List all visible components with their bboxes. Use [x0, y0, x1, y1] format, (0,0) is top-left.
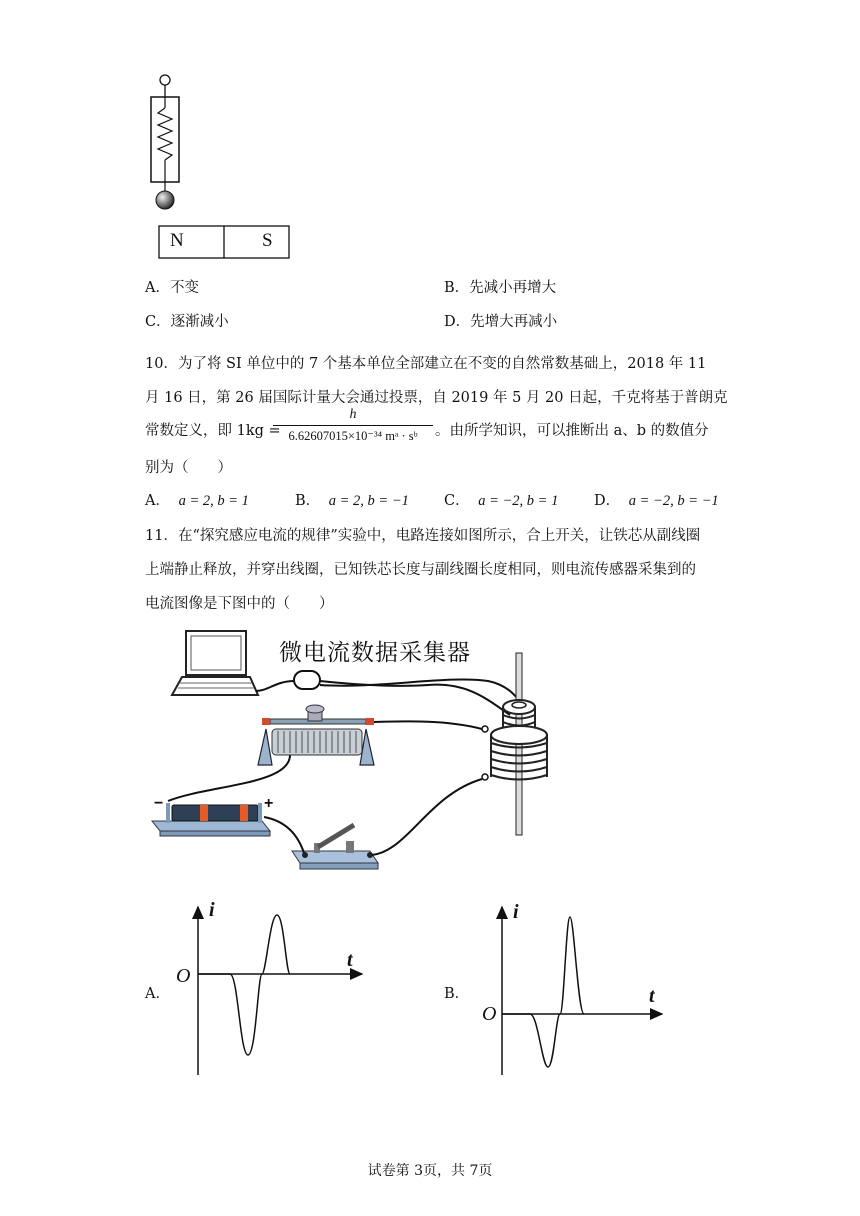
page-footer: 试卷第 3页，共 7页 — [367, 1163, 493, 1179]
graph-b-origin-label: O — [482, 1003, 497, 1025]
option-letter: D． — [444, 314, 471, 330]
q11-text-line-1: 11．在“探究感应电流的规律”实验中，电路连接如图所示，合上开关，让铁芯从副线圈 — [145, 528, 701, 544]
q9-option-c[interactable] — [145, 310, 229, 331]
graph-a-option[interactable] — [145, 982, 170, 1003]
q9-option-b[interactable] — [444, 276, 556, 297]
option-text: a = 2, b = −1 — [328, 493, 409, 509]
option-text: a = −2, b = −1 — [628, 493, 719, 509]
option-letter: B． — [295, 493, 321, 509]
q10-option-d[interactable] — [594, 489, 719, 510]
q10-text-line-4: 别为（ ） — [145, 460, 232, 476]
graph-b-option[interactable] — [444, 982, 469, 1003]
current-graph-a — [170, 895, 380, 1080]
q10-option-a[interactable] — [145, 489, 249, 510]
option-letter: B． — [444, 986, 470, 1002]
q11-text-line-2: 上端静止释放，并穿出线圈，已知铁芯长度与副线圈长度相同，则电流传感器采集到的 — [145, 562, 696, 578]
formula-bar — [273, 425, 433, 426]
battery-plus-label: + — [264, 795, 274, 812]
primary-coil — [482, 726, 547, 780]
option-letter: D． — [594, 493, 621, 509]
option-letter: A． — [145, 986, 170, 1002]
battery-icon — [152, 803, 270, 836]
q10-option-b[interactable] — [295, 489, 409, 510]
q11-text-line-3: 电流图像是下图中的（ ） — [145, 596, 334, 612]
q10-option-c[interactable] — [444, 489, 558, 510]
graph-a-x-axis-label: t — [347, 949, 353, 971]
knife-switch-icon — [292, 825, 378, 869]
option-letter: C． — [145, 314, 171, 330]
formula-denominator: 6.62607015×10⁻³⁴ mᵃ · sᵇ — [288, 429, 418, 443]
q10-text-line-1: 10．为了将 SI 单位中的 7 个基本单位全部建立在不变的自然常数基础上，2018 年 11 — [145, 356, 707, 372]
apparatus-title: 微电流数据采集器 — [279, 640, 471, 666]
battery-minus-label: − — [154, 795, 164, 812]
option-text: a = 2, b = 1 — [178, 493, 249, 509]
option-letter: C． — [444, 493, 470, 509]
graph-b-y-axis-label: i — [513, 901, 519, 923]
spring-ball-magnet-figure — [140, 70, 300, 270]
rheostat-icon — [258, 705, 374, 765]
option-text: 先增大再减小 — [470, 314, 558, 330]
option-text: a = −2, b = 1 — [478, 493, 559, 509]
option-text: 先减小再增大 — [469, 280, 557, 296]
q10-text-line-2: 月 16 日，第 26 届国际计量大会通过投票，自 2019 年 5 月 20 日起，千克将基于普朗克 — [145, 390, 728, 406]
q10-formula-suffix: 。由所学知识，可以推断出 a、b 的数值分 — [435, 423, 709, 439]
graph-b-x-axis-label: t — [649, 985, 655, 1007]
q9-option-a[interactable] — [145, 276, 199, 297]
magnet-north-label: N — [170, 230, 184, 251]
option-letter: A． — [145, 493, 170, 509]
q9-option-d[interactable] — [444, 310, 557, 331]
formula-numerator: h — [349, 407, 357, 422]
q10-formula-fraction — [273, 406, 433, 445]
option-text: 不变 — [169, 280, 199, 296]
option-letter: B． — [444, 280, 470, 296]
graph-a-y-axis-label: i — [209, 899, 215, 921]
magnet-south-label: S — [262, 230, 273, 251]
option-letter: A． — [145, 280, 170, 296]
laptop-icon — [172, 631, 258, 695]
q10-formula-prefix: 常数定义，即 1kg = — [145, 423, 281, 439]
option-text: 逐渐减小 — [170, 314, 229, 330]
graph-a-origin-label: O — [176, 965, 191, 987]
